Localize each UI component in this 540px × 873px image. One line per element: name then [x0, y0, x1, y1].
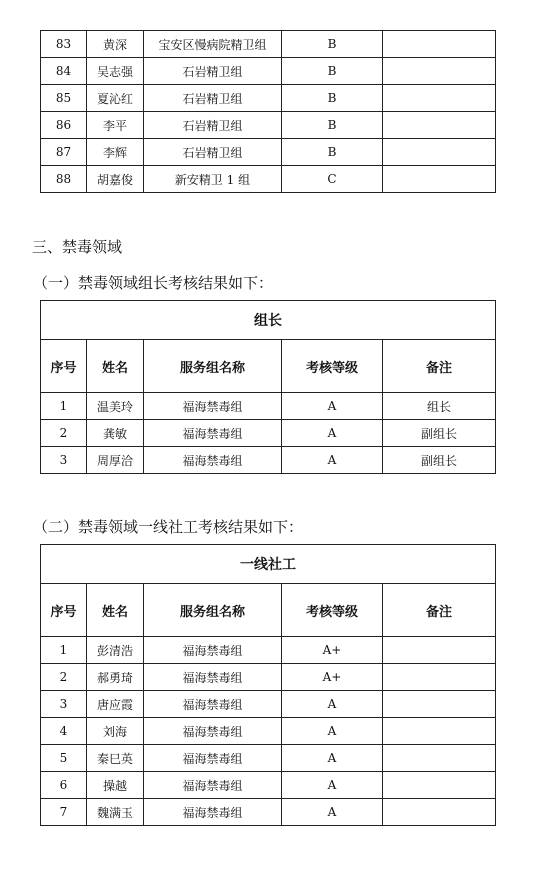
cell-index: 85: [41, 85, 87, 112]
cell-remark: [383, 139, 496, 166]
cell-name: 温美玲: [87, 393, 144, 420]
column-header-index: 序号: [41, 340, 87, 393]
cell-name: 郝勇琦: [87, 664, 144, 691]
mental-health-results-table: [40, 30, 496, 193]
column-header-name: 姓名: [87, 340, 144, 393]
table-row: [41, 718, 496, 745]
cell-grade: B: [282, 58, 383, 85]
cell-grade: A: [282, 691, 383, 718]
cell-group: 福海禁毒组: [144, 664, 282, 691]
cell-remark: [383, 745, 496, 772]
table-row: [41, 393, 496, 420]
cell-group: 石岩精卫组: [144, 139, 282, 166]
cell-name: 吴志强: [87, 58, 144, 85]
column-header-grade: 考核等级: [282, 584, 383, 637]
cell-grade: B: [282, 85, 383, 112]
cell-grade: B: [282, 31, 383, 58]
cell-group: 福海禁毒组: [144, 637, 282, 664]
cell-remark: [383, 637, 496, 664]
cell-group: 石岩精卫组: [144, 112, 282, 139]
cell-remark: [383, 691, 496, 718]
cell-group: 福海禁毒组: [144, 420, 282, 447]
cell-grade: B: [282, 112, 383, 139]
column-header-remark: 备注: [383, 584, 496, 637]
leader-subheading: （一）禁毒领域组长考核结果如下：: [33, 274, 274, 292]
cell-remark: [383, 772, 496, 799]
cell-name: 刘海: [87, 718, 144, 745]
cell-group: 福海禁毒组: [144, 393, 282, 420]
column-header-grade: 考核等级: [282, 340, 383, 393]
cell-name: 秦巳英: [87, 745, 144, 772]
cell-group: 福海禁毒组: [144, 691, 282, 718]
cell-remark: [383, 718, 496, 745]
drug-control-leader-table: [40, 300, 496, 474]
worker-subheading: （二）禁毒领域一线社工考核结果如下：: [33, 518, 304, 536]
cell-index: 5: [41, 745, 87, 772]
table-row: [41, 139, 496, 166]
table-row: [41, 420, 496, 447]
cell-grade: A+: [282, 664, 383, 691]
cell-grade: B: [282, 139, 383, 166]
table-row: [41, 85, 496, 112]
table-row: [41, 691, 496, 718]
cell-group: 福海禁毒组: [144, 447, 282, 474]
cell-remark: [383, 85, 496, 112]
drug-control-worker-table: [40, 544, 496, 826]
table-row: [41, 799, 496, 826]
cell-index: 1: [41, 637, 87, 664]
cell-index: 86: [41, 112, 87, 139]
cell-index: 6: [41, 772, 87, 799]
table-row: [41, 31, 496, 58]
cell-remark: 副组长: [383, 420, 496, 447]
cell-group: 新安精卫 1 组: [144, 166, 282, 193]
cell-name: 李平: [87, 112, 144, 139]
column-header-index: 序号: [41, 584, 87, 637]
cell-remark: 组长: [383, 393, 496, 420]
cell-index: 2: [41, 664, 87, 691]
cell-grade: A: [282, 772, 383, 799]
cell-index: 4: [41, 718, 87, 745]
cell-remark: [383, 31, 496, 58]
cell-remark: [383, 58, 496, 85]
table-title: 组长: [41, 301, 496, 340]
section-heading: 三、禁毒领域: [32, 238, 123, 256]
cell-index: 84: [41, 58, 87, 85]
cell-index: 2: [41, 420, 87, 447]
cell-name: 操越: [87, 772, 144, 799]
cell-index: 87: [41, 139, 87, 166]
cell-grade: A: [282, 718, 383, 745]
cell-group: 石岩精卫组: [144, 85, 282, 112]
column-header-group: 服务组名称: [144, 340, 282, 393]
cell-remark: 副组长: [383, 447, 496, 474]
table-row: [41, 447, 496, 474]
cell-remark: [383, 166, 496, 193]
cell-name: 唐应霞: [87, 691, 144, 718]
table-title: 一线社工: [41, 545, 496, 584]
table-row: [41, 772, 496, 799]
cell-grade: A: [282, 420, 383, 447]
cell-name: 李辉: [87, 139, 144, 166]
table-row: [41, 745, 496, 772]
cell-remark: [383, 799, 496, 826]
cell-index: 83: [41, 31, 87, 58]
cell-name: 魏满玉: [87, 799, 144, 826]
table-row: [41, 58, 496, 85]
cell-grade: A: [282, 799, 383, 826]
column-header-group: 服务组名称: [144, 584, 282, 637]
cell-group: 福海禁毒组: [144, 718, 282, 745]
cell-name: 黄深: [87, 31, 144, 58]
cell-name: 龚敏: [87, 420, 144, 447]
column-header-name: 姓名: [87, 584, 144, 637]
cell-group: 福海禁毒组: [144, 772, 282, 799]
cell-index: 88: [41, 166, 87, 193]
table-row: [41, 664, 496, 691]
cell-grade: A: [282, 447, 383, 474]
cell-index: 7: [41, 799, 87, 826]
cell-index: 3: [41, 691, 87, 718]
cell-grade: A: [282, 393, 383, 420]
cell-grade: C: [282, 166, 383, 193]
cell-group: 石岩精卫组: [144, 58, 282, 85]
table-row: [41, 166, 496, 193]
cell-index: 3: [41, 447, 87, 474]
cell-group: 福海禁毒组: [144, 745, 282, 772]
table-row: [41, 112, 496, 139]
column-header-remark: 备注: [383, 340, 496, 393]
cell-remark: [383, 112, 496, 139]
cell-grade: A: [282, 745, 383, 772]
cell-name: 彭清浩: [87, 637, 144, 664]
cell-name: 胡嘉俊: [87, 166, 144, 193]
cell-group: 宝安区慢病院精卫组: [144, 31, 282, 58]
cell-name: 夏沁红: [87, 85, 144, 112]
cell-index: 1: [41, 393, 87, 420]
cell-group: 福海禁毒组: [144, 799, 282, 826]
cell-name: 周厚洽: [87, 447, 144, 474]
cell-remark: [383, 664, 496, 691]
cell-grade: A+: [282, 637, 383, 664]
table-row: [41, 637, 496, 664]
